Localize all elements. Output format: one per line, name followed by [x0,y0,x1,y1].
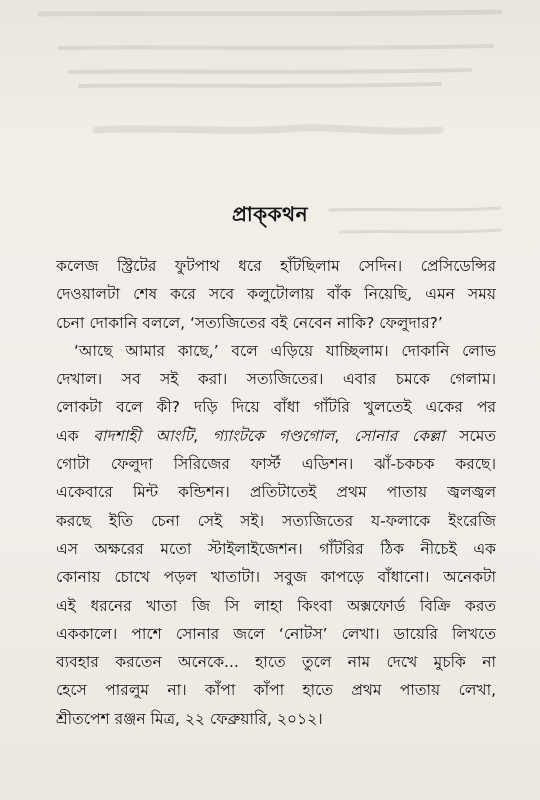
text-line: করছে ইতি চেনা সেই সই। সত্যজিতের য-ফলাকে ইংরেজি [56,511,496,530]
book-title-gangtoke-gondogol: গ্যাংটকে গণ্ডগোল [212,426,335,445]
book-title-badshahi-angti: বাদশাহী আংটি [93,426,194,445]
text-line-book-titles [56,422,496,450]
text-line: লোকটা বলে কী? দড়ি দিয়ে বাঁধা গাঁটরি খুলতেই একের পর [56,398,496,417]
text-fragment: , [334,426,355,445]
book-title-sonar-kella: সোনার কেল্লা [354,426,445,445]
text-line: এস অক্ষরের মতো স্টাইলাইজেশন। গাঁটরির ঠিক নীচেই এক [56,539,496,558]
text-line: ‘আছে আমার কাছে,’ বলে এড়িয়ে যাচ্ছিলাম। দোকানি লোভ [74,341,496,360]
chapter-heading: প্রাক্‌কথন [231,202,309,226]
text-line: শ্রীতপেশ রঞ্জন মিত্র, ২২ ফেব্রুয়ারি, ২০১২। [56,709,323,728]
text-line: একেবারে মিন্ট কন্ডিশন। প্রতিটাতেই প্রথম পাতায় জ্বলজ্বল [56,483,496,502]
text-line: হেসে পারলুম না। কাঁপা কাঁপা হাতে প্রথম পাতায় লেখা, [56,681,496,700]
text-line: কোনায় চোখে পড়ল খাতাটা। সবুজ কাপড়ে বাঁধানো। অনেকটা [56,568,496,587]
text-line: এই ধরনের খাতা জি সি লাহা কিংবা অক্সফোর্ড বিক্রি করত [56,596,496,615]
body-paragraph [56,252,496,733]
text-line: গোটা ফেলুদা সিরিজের ফার্স্ট এডিশন। ঝাঁ-চকচক করছে। [56,455,496,474]
text-fragment: , [193,426,213,445]
text-line: চেনা দোকানি বললে, ‘সত্যজিতের বই নেবেন নাকি? ফেলুদার?’ [56,313,443,332]
text-line: দেখাল। সব সই করা। সত্যজিতের। এবার চমকে গেলাম। [56,370,496,389]
text-line: ব্যবহার করতেন অনেকে... হাতে তুলে নাম দেখে মুচকি না [56,653,496,672]
text-line: এককালে। পাশে সোনার জলে ‘নোটস’ লেখা। ডায়েরি লিখতে [56,624,496,643]
text-line: কলেজ স্ট্রিটের ফুটপাথ ধরে হাঁটছিলাম সেদিন। প্রেসিডেন্সির [56,257,496,275]
text-line: দেওয়ালটা শেষ করে সবে কলুটোলায় বাঁক নিয়েছি, এমন সময় [56,285,496,304]
text-fragment: সমেত [444,426,496,445]
text-fragment: এক [56,426,94,445]
